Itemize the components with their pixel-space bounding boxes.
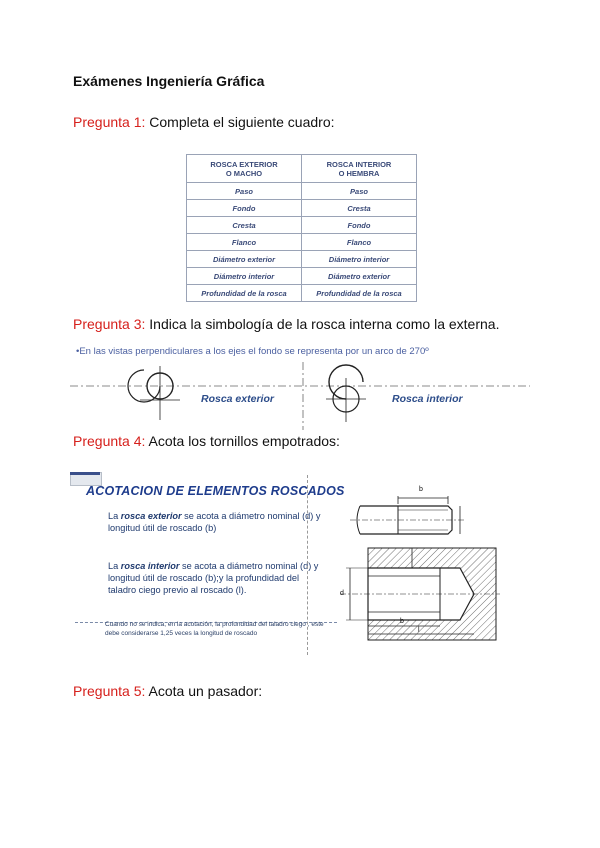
dim-d-label: d bbox=[340, 590, 344, 597]
dimensioning-title: ACOTACION DE ELEMENTOS ROSCADOS bbox=[86, 484, 345, 498]
question-1 bbox=[73, 114, 335, 130]
internal-thread-rule: La rosca interior se acota a diámetro nominal (d) y longitud útil de roscado (b);y la profundidad del taladro ciego previo al roscado (l). bbox=[108, 561, 319, 595]
table-cell: Cresta bbox=[187, 217, 302, 234]
table-header-exterior: ROSCA EXTERIOR O MACHO bbox=[187, 155, 302, 183]
external-thread-rule: La rosca exterior se acota a diámetro nominal (d) y longitud útil de roscado (b) bbox=[108, 511, 321, 533]
question-5-label: Pregunta 5: bbox=[73, 683, 146, 699]
table-cell: Diámetro interior bbox=[187, 268, 302, 285]
question-4 bbox=[73, 433, 340, 449]
table-cell: Fondo bbox=[187, 200, 302, 217]
table-cell: Paso bbox=[187, 183, 302, 200]
question-5 bbox=[73, 683, 262, 699]
bolt-drawing bbox=[350, 496, 464, 534]
internal-thread-icon bbox=[326, 365, 366, 422]
question-4-label: Pregunta 4: bbox=[73, 433, 146, 449]
table-row bbox=[187, 268, 417, 285]
dim-b-label: b bbox=[419, 486, 423, 493]
table-cell: Diámetro exterior bbox=[302, 268, 417, 285]
question-4-text: Acota los tornillos empotrados: bbox=[145, 433, 340, 449]
question-1-label: Pregunta 1: bbox=[73, 114, 146, 130]
table-cell: Diámetro interior bbox=[302, 251, 417, 268]
internal-thread-label: Rosca interior bbox=[392, 393, 463, 405]
table-header-interior: ROSCA INTERIOR O HEMBRA bbox=[302, 155, 417, 183]
question-1-text: Completa el siguiente cuadro: bbox=[145, 114, 335, 130]
table-header-row bbox=[187, 155, 417, 183]
table-cell: Paso bbox=[302, 183, 417, 200]
thread-note: •En las vistas perpendiculares a los ejes el fondo se representa por un arco de 270º bbox=[76, 346, 429, 357]
question-3-text: Indica la simbología de la rosca interna como la externa. bbox=[145, 316, 500, 332]
table-row bbox=[187, 183, 417, 200]
dim-l-label: l bbox=[418, 627, 420, 634]
external-thread-icon bbox=[128, 366, 180, 420]
figure-separator bbox=[307, 475, 308, 655]
blind-hole-note: Cuando no se indica, en la acotación, la profundidad del taladro ciego , este debe considerarse 1,25 veces la longitud de roscado bbox=[105, 621, 324, 637]
question-3-label: Pregunta 3: bbox=[73, 316, 146, 332]
table-row bbox=[187, 200, 417, 217]
thread-dimensioning-drawing bbox=[340, 484, 502, 644]
table-cell: Diámetro exterior bbox=[187, 251, 302, 268]
table-cell: Profundidad de la rosca bbox=[187, 285, 302, 302]
table-row bbox=[187, 217, 417, 234]
dim-b2-label: b bbox=[400, 618, 404, 625]
table-cell: Cresta bbox=[302, 200, 417, 217]
table-cell: Flanco bbox=[302, 234, 417, 251]
table-cell: Fondo bbox=[302, 217, 417, 234]
table-row bbox=[187, 285, 417, 302]
table-cell: Profundidad de la rosca bbox=[302, 285, 417, 302]
table-row bbox=[187, 251, 417, 268]
question-3 bbox=[73, 316, 499, 332]
question-5-text: Acota un pasador: bbox=[145, 683, 263, 699]
slide-corner-bar bbox=[70, 472, 100, 475]
table-cell: Flanco bbox=[187, 234, 302, 251]
document-title: Exámenes Ingeniería Gráfica bbox=[73, 73, 265, 89]
external-thread-label: Rosca exterior bbox=[201, 393, 274, 405]
table-row bbox=[187, 234, 417, 251]
thread-table bbox=[186, 154, 417, 302]
